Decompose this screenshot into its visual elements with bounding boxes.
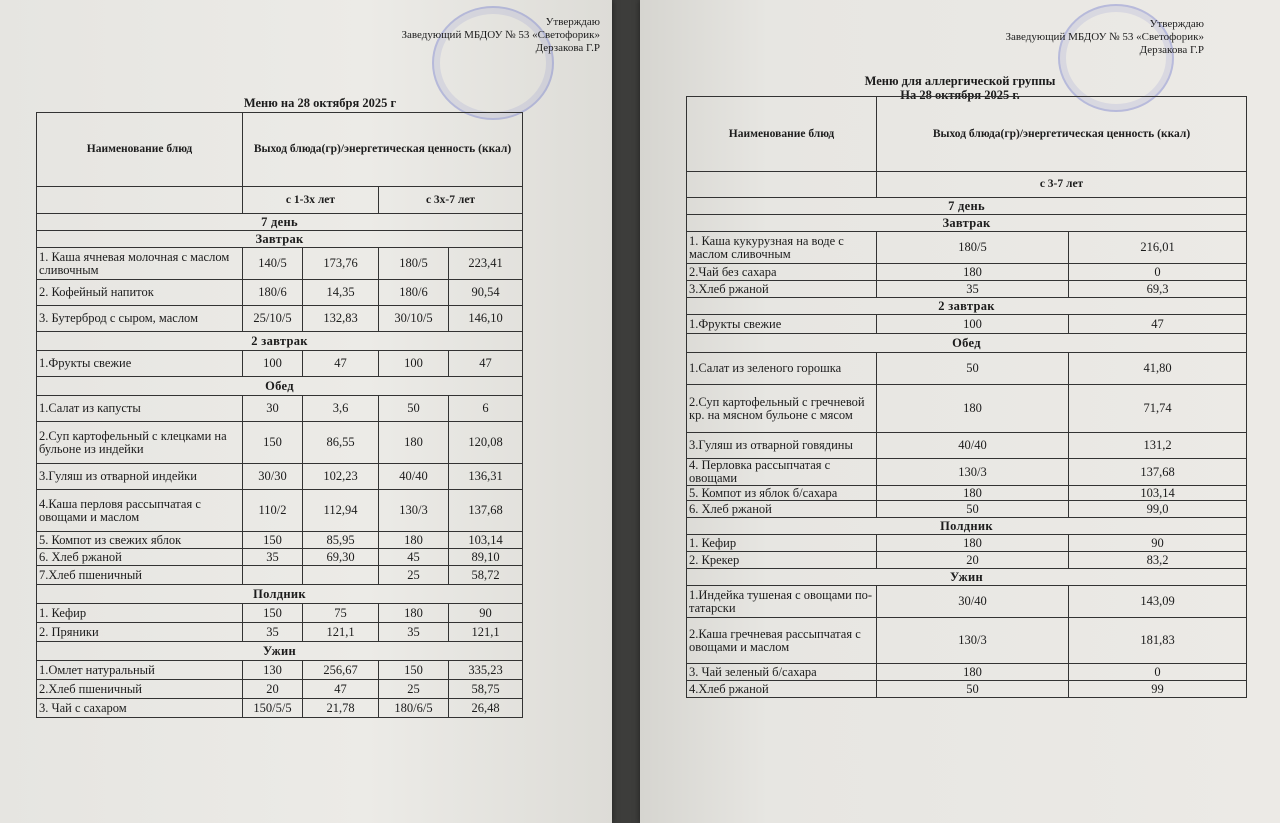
kcal-cell: 0: [1069, 664, 1247, 681]
kcal-cell: 0: [1069, 264, 1247, 281]
portion-cell: 30/40: [877, 586, 1069, 618]
portion-cell: 30: [243, 396, 303, 422]
section-label: Обед: [687, 334, 1247, 353]
section-row: [687, 569, 1247, 586]
age-header-3-7: с 3х-7 лет: [379, 187, 523, 214]
portion-cell: 50: [877, 681, 1069, 698]
section-row: [37, 332, 523, 351]
approval-line: Утверждаю: [545, 16, 600, 28]
dish-name: 3. Чай зеленый б/сахара: [687, 664, 877, 681]
portion-cell: 25: [379, 566, 449, 585]
approval-block: [402, 16, 600, 55]
portion-cell: 110/2: [243, 490, 303, 532]
table-row: [687, 486, 1247, 501]
table-row: [687, 552, 1247, 569]
section-label: Завтрак: [37, 231, 523, 248]
dish-name: 1.Салат из капусты: [37, 396, 243, 422]
kcal-cell: 41,80: [1069, 353, 1247, 385]
kcal-cell: 120,08: [449, 422, 523, 464]
kcal-cell: 58,72: [449, 566, 523, 585]
section-row: [687, 198, 1247, 215]
left-menu-page: [0, 0, 612, 823]
portion-cell: 130/3: [877, 618, 1069, 664]
kcal-cell: 131,2: [1069, 433, 1247, 459]
portion-cell: 150: [243, 604, 303, 623]
portion-cell: 100: [877, 315, 1069, 334]
dish-name: 1.Фрукты свежие: [687, 315, 877, 334]
portion-cell: 35: [243, 623, 303, 642]
portion-cell: 180: [877, 264, 1069, 281]
table-row: [37, 699, 523, 718]
dish-name: 2.Каша гречневая рассыпчатая с овощами и маслом: [687, 618, 877, 664]
table-row: [37, 532, 523, 549]
portion-cell: 130/3: [877, 459, 1069, 486]
portion-cell: 180: [877, 385, 1069, 433]
table-row: [687, 535, 1247, 552]
section-row: [37, 642, 523, 661]
table-row: [37, 351, 523, 377]
section-label: Обед: [37, 377, 523, 396]
portion-cell: 150: [243, 532, 303, 549]
kcal-cell: 181,83: [1069, 618, 1247, 664]
dish-name: 3.Гуляш из отварной индейки: [37, 464, 243, 490]
section-label: Ужин: [37, 642, 523, 661]
menu-title: Меню на 28 октября 2025 г: [243, 96, 397, 110]
kcal-cell: 132,83: [303, 306, 379, 332]
kcal-cell: 3,6: [303, 396, 379, 422]
menu-title-line: Меню для аллергической группы: [864, 74, 1056, 88]
approval-block: [1006, 18, 1204, 57]
table-row: [37, 623, 523, 642]
section-row: [37, 231, 523, 248]
section-row: [687, 518, 1247, 535]
table-row: [37, 680, 523, 699]
dish-name: 2. Пряники: [37, 623, 243, 642]
portion-cell: 150: [243, 422, 303, 464]
kcal-cell: 137,68: [449, 490, 523, 532]
approval-line: Заведующий МБДОУ № 53 «Светофорик»: [401, 29, 600, 41]
table-row: [37, 422, 523, 464]
kcal-cell: 26,48: [449, 699, 523, 718]
kcal-cell: 47: [1069, 315, 1247, 334]
table-row: [687, 385, 1247, 433]
kcal-cell: 47: [303, 680, 379, 699]
kcal-cell: 47: [303, 351, 379, 377]
kcal-cell: 216,01: [1069, 232, 1247, 264]
portion-cell: 40/40: [877, 433, 1069, 459]
table-row: [687, 315, 1247, 334]
kcal-cell: 83,2: [1069, 552, 1247, 569]
table-row: [687, 433, 1247, 459]
table-row: [37, 306, 523, 332]
kcal-cell: 86,55: [303, 422, 379, 464]
kcal-cell: 71,74: [1069, 385, 1247, 433]
kcal-cell: 173,76: [303, 248, 379, 280]
portion-cell: 130/3: [379, 490, 449, 532]
portion-cell: 180: [877, 535, 1069, 552]
portion-cell: 180/5: [379, 248, 449, 280]
portion-cell: [243, 566, 303, 585]
table-row: [37, 566, 523, 585]
table-row: [37, 248, 523, 280]
portion-cell: 30/30: [243, 464, 303, 490]
kcal-cell: 89,10: [449, 549, 523, 566]
dish-name: 2.Суп картофельный с клецками на бульоне из индейки: [37, 422, 243, 464]
dish-name: 2.Чай без сахара: [687, 264, 877, 281]
section-label: Полдник: [37, 585, 523, 604]
kcal-cell: 58,75: [449, 680, 523, 699]
table-row: [687, 501, 1247, 518]
table-row: [687, 281, 1247, 298]
dish-name: 3.Гуляш из отварной говядины: [687, 433, 877, 459]
dish-name: 1.Индейка тушеная с овощами по-татарски: [687, 586, 877, 618]
table-row: [37, 396, 523, 422]
portion-cell: 140/5: [243, 248, 303, 280]
col-header-name: Наименование блюд: [37, 113, 243, 187]
col-header-output: Выход блюда(гр)/энергетическая ценность (ккал): [877, 97, 1247, 172]
dish-name: 5. Компот из свежих яблок: [37, 532, 243, 549]
portion-cell: 180: [877, 486, 1069, 501]
kcal-cell: 143,09: [1069, 586, 1247, 618]
portion-cell: 150: [379, 661, 449, 680]
portion-cell: 100: [243, 351, 303, 377]
dish-name: 1.Салат из зеленого горошка: [687, 353, 877, 385]
table-row: [687, 232, 1247, 264]
dish-name: 3. Чай с сахаром: [37, 699, 243, 718]
portion-cell: 180: [379, 422, 449, 464]
kcal-cell: 121,1: [303, 623, 379, 642]
col-header-output: Выход блюда(гр)/энергетическая ценность (ккал): [243, 113, 523, 187]
kcal-cell: [303, 566, 379, 585]
dish-name: 6. Хлеб ржаной: [37, 549, 243, 566]
kcal-cell: 136,31: [449, 464, 523, 490]
approval-line: Дерзакова Г.Р: [535, 42, 600, 54]
section-label: 7 день: [687, 198, 1247, 215]
portion-cell: 100: [379, 351, 449, 377]
section-row: [687, 215, 1247, 232]
portion-cell: 45: [379, 549, 449, 566]
menu-table: [36, 112, 523, 718]
table-row: [687, 586, 1247, 618]
table-row: [687, 618, 1247, 664]
dish-name: 2.Хлеб пшеничный: [37, 680, 243, 699]
portion-cell: 50: [877, 353, 1069, 385]
portion-cell: 180/6: [379, 280, 449, 306]
section-row: [687, 334, 1247, 353]
kcal-cell: 47: [449, 351, 523, 377]
age-header-3-7: с 3-7 лет: [877, 172, 1247, 198]
kcal-cell: 21,78: [303, 699, 379, 718]
dish-name: 1. Кефир: [37, 604, 243, 623]
dish-name: 6. Хлеб ржаной: [687, 501, 877, 518]
portion-cell: 180/6/5: [379, 699, 449, 718]
portion-cell: 30/10/5: [379, 306, 449, 332]
table-row: [37, 464, 523, 490]
table-row: [37, 280, 523, 306]
dish-name: 3. Бутерброд с сыром, маслом: [37, 306, 243, 332]
kcal-cell: 335,23: [449, 661, 523, 680]
allergy-menu-table: [686, 96, 1247, 698]
kcal-cell: 103,14: [1069, 486, 1247, 501]
table-row: [37, 490, 523, 532]
dish-name: 4. Перловка рассыпчатая с овощами: [687, 459, 877, 486]
table-row: [37, 549, 523, 566]
dish-name: 5. Компот из яблок б/сахара: [687, 486, 877, 501]
kcal-cell: 85,95: [303, 532, 379, 549]
dish-name: 3.Хлеб ржаной: [687, 281, 877, 298]
table-row: [687, 459, 1247, 486]
dish-name: 4.Хлеб ржаной: [687, 681, 877, 698]
portion-cell: 180/6: [243, 280, 303, 306]
dish-name: 2. Крекер: [687, 552, 877, 569]
approval-line: Дерзакова Г.Р: [1139, 44, 1204, 56]
table-row: [687, 264, 1247, 281]
portion-cell: 130: [243, 661, 303, 680]
kcal-cell: 90,54: [449, 280, 523, 306]
section-row: [687, 298, 1247, 315]
kcal-cell: 6: [449, 396, 523, 422]
portion-cell: 180: [877, 664, 1069, 681]
kcal-cell: 121,1: [449, 623, 523, 642]
portion-cell: 35: [379, 623, 449, 642]
dish-name: 1. Каша кукурузная на воде с маслом сливочным: [687, 232, 877, 264]
dish-name: 1.Фрукты свежие: [37, 351, 243, 377]
col-header-name: Наименование блюд: [687, 97, 877, 172]
approval-line: Заведующий МБДОУ № 53 «Светофорик»: [1005, 31, 1204, 43]
dish-name: 1. Кефир: [687, 535, 877, 552]
portion-cell: 50: [379, 396, 449, 422]
section-row: [37, 585, 523, 604]
section-label: 2 завтрак: [687, 298, 1247, 315]
kcal-cell: 102,23: [303, 464, 379, 490]
kcal-cell: 223,41: [449, 248, 523, 280]
dish-name: 2.Суп картофельный с гречневой кр. на мясном бульоне с мясом: [687, 385, 877, 433]
kcal-cell: 146,10: [449, 306, 523, 332]
dish-name: 4.Каша перловя рассыпчатая с овощами и маслом: [37, 490, 243, 532]
table-row: [37, 661, 523, 680]
kcal-cell: 99,0: [1069, 501, 1247, 518]
kcal-cell: 75: [303, 604, 379, 623]
portion-cell: 40/40: [379, 464, 449, 490]
kcal-cell: 137,68: [1069, 459, 1247, 486]
portion-cell: 25/10/5: [243, 306, 303, 332]
table-row: [687, 664, 1247, 681]
table-row: [687, 681, 1247, 698]
section-label: Завтрак: [687, 215, 1247, 232]
table-row: [37, 604, 523, 623]
kcal-cell: 69,30: [303, 549, 379, 566]
portion-cell: 180: [379, 532, 449, 549]
right-menu-page: [640, 0, 1280, 823]
age-header-1-3: с 1-3х лет: [243, 187, 379, 214]
portion-cell: 35: [877, 281, 1069, 298]
section-label: Ужин: [687, 569, 1247, 586]
table-row: [687, 353, 1247, 385]
portion-cell: 180/5: [877, 232, 1069, 264]
kcal-cell: 99: [1069, 681, 1247, 698]
kcal-cell: 112,94: [303, 490, 379, 532]
dish-name: 7.Хлеб пшеничный: [37, 566, 243, 585]
section-label: 7 день: [37, 214, 523, 231]
section-label: 2 завтрак: [37, 332, 523, 351]
portion-cell: 20: [877, 552, 1069, 569]
section-row: [37, 214, 523, 231]
portion-cell: 150/5/5: [243, 699, 303, 718]
kcal-cell: 14,35: [303, 280, 379, 306]
kcal-cell: 256,67: [303, 661, 379, 680]
menu-title-line: На 28 октября 2025 г.: [900, 88, 1020, 102]
kcal-cell: 103,14: [449, 532, 523, 549]
dish-name: 1. Каша ячневая молочная с маслом сливочным: [37, 248, 243, 280]
portion-cell: 20: [243, 680, 303, 699]
portion-cell: 180: [379, 604, 449, 623]
portion-cell: 50: [877, 501, 1069, 518]
kcal-cell: 90: [1069, 535, 1247, 552]
approval-line: Утверждаю: [1149, 18, 1204, 30]
portion-cell: 25: [379, 680, 449, 699]
dish-name: 2. Кофейный напиток: [37, 280, 243, 306]
section-label: Полдник: [687, 518, 1247, 535]
dish-name: 1.Омлет натуральный: [37, 661, 243, 680]
kcal-cell: 69,3: [1069, 281, 1247, 298]
kcal-cell: 90: [449, 604, 523, 623]
portion-cell: 35: [243, 549, 303, 566]
section-row: [37, 377, 523, 396]
